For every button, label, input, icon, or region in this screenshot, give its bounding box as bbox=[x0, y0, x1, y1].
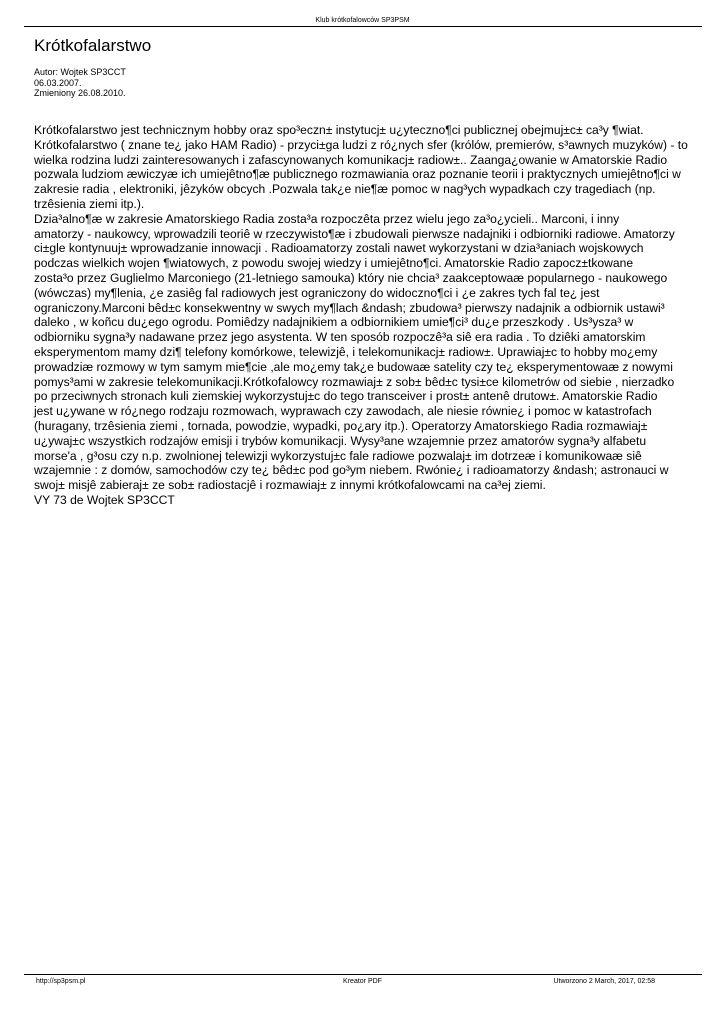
body-text-line: (huragany, trzêsienia ziemi , tornada, powodzie, wypadki, po¿ary itp.). Operatorzy Amatorskiego Radia rozmawiaj± bbox=[34, 418, 648, 433]
body-text-line: ci±gle kontynuuj± wprowadzanie innowacji . Radioamatorzy zostali nawet wykorzystani w dzia³aniach wojskowych bbox=[34, 241, 644, 256]
body-text-line: trzêsienia ziemi itp.). bbox=[34, 196, 145, 211]
body-text-line: daleko , w koñcu du¿ego ogrodu. Pomiêdzy nadajnikiem a odbiornikiem umie¶ci³ du¿e przeszkody . Us³ysza³ w bbox=[34, 315, 634, 330]
body-text-line: morse'a , g³osu czy n.p. zwolnionej telewizji wykorzystuj±c fale radiowe pozwalaj± im dotrzeæ i komunikowaæ siê bbox=[34, 448, 642, 463]
body-text-line: odbiorniku sygna³y nadawane przez jego asystenta. W ten sposób rozpoczê³a siê era radia . To dziêki amatorskim bbox=[34, 330, 646, 345]
page-header-text: Klub krótkofalowców SP3PSM bbox=[315, 17, 410, 24]
body-text-line: pozwala ludziom æwiczyæ ich umiejêtno¶æ publicznego rozmawiania oraz poznanie teorii i praktycznych umiejêtno¶ci w bbox=[34, 167, 681, 182]
body-text-line: zosta³o przez Guglielmo Marconiego (21-letniego samouka) który nie chcia³ zaakceptowaæ popularnego - naukowego bbox=[34, 270, 668, 285]
article-title: Krótkofalarstwo bbox=[34, 36, 152, 55]
body-text-line: jest u¿ywane w ró¿nego rodzaju rozmowach, wyprawach czy zawodach, ale niesie równie¿ i pomoc w katastrofach bbox=[34, 404, 652, 419]
footer-created-date: Utworzono 2 March, 2017, 02:58 bbox=[553, 978, 655, 985]
body-text-line: eksperymentom mamy dzi¶ telefony komórkowe, telewizjê, i telekomunikacj± radiow±. Uprawiaj±c to hobby mo¿emy bbox=[34, 344, 658, 359]
body-text-line: prowadziæ rozmowy w tym samym mie¶cie ,ale mo¿emy tak¿e budowaæ satelity czy te¿ eksperymentowaæ z nowymi bbox=[34, 359, 673, 374]
body-text-line: pomys³ami w zakresie telekomunikacji.Krótkofalowcy rozmawiaj± z sob± bêd±c tysi±ce kilometrów od siebie , nierzadko bbox=[34, 374, 675, 389]
header-divider bbox=[24, 26, 702, 27]
body-text-line: wielka rodzina ludzi zainteresowanych i zafascynowanych komunikacj± radiow±.. Zaanga¿owanie w Amatorskie Radio bbox=[34, 152, 668, 167]
body-text-line: zakresie radia , elektroniki, jêzyków obcych .Pozwala tak¿e nie¶æ pomoc w nag³ych wypadkach czy tragediach (np. bbox=[34, 182, 656, 197]
footer-generator: Kreator PDF bbox=[343, 978, 382, 985]
body-text-line: u¿ywaj±c wszystkich rodzajów emisji i trybów komunikacji. Wysy³ane wzajemnie przez amatorów sygna³y alfabetu bbox=[34, 433, 647, 448]
body-text-line: ograniczony.Marconi bêd±c konsekwentny w swych my¶lach &ndash; zbudowa³ pierwszy nadajnik a odbiornik ustawi³ bbox=[34, 300, 665, 315]
body-text-line: amatorzy - naukowcy, wprowadzili teoriê w rzeczywisto¶æ i zbudowali pierwsze nadajniki i odbiorniki radiowe. Amatorzy bbox=[34, 226, 675, 241]
body-text-line: wzajemnie : z domów, samochodów czy te¿ bêd±c pod go³ym niebem. Rwónie¿ i radioamatorzy &ndash; astronauci w bbox=[34, 463, 669, 478]
body-text-line: podczas wielkich wojen ¶wiatowych, z powodu swojej wiedzy i umiejêtno¶ci. Amatorskie Radio zapocz±tkowane bbox=[34, 256, 634, 271]
page-footer bbox=[0, 977, 725, 987]
body-text-line: Krótkofalarstwo ( znane te¿ jako HAM Radio) - przyci±ga ludzi z ró¿nych sfer (królów, premierów, s³awnych muzyków) - to bbox=[34, 137, 688, 152]
body-text-line: Dzia³alno¶æ w zakresie Amatorskiego Radia zosta³a rozpoczêta przez wielu jego za³o¿ycieli.. Marconi, i inny bbox=[34, 211, 620, 226]
body-text-line: swoj± misjê zabieraj± ze sob± radiostacjê i rozmawiaj± z innymi krótkofalowcami na ca³ej ziemi. bbox=[34, 478, 546, 493]
body-text-line: po przeciwnych stronach kuli ziemskiej wykorzystuj±c do tego transceiver i prost± antenê drutow±. Amatorskie Radio bbox=[34, 389, 658, 404]
footer-url[interactable]: http://sp3psm.pl bbox=[36, 978, 86, 985]
modified-date: Zmieniony 26.08.2010. bbox=[34, 88, 126, 98]
article-meta bbox=[34, 67, 126, 99]
created-date: 06.03.2007. bbox=[34, 77, 82, 88]
author-line: Autor: Wojtek SP3CCT bbox=[34, 67, 126, 77]
footer-divider bbox=[24, 974, 702, 975]
body-text-line: Krótkofalarstwo jest technicznym hobby oraz spo³eczn± instytucj± u¿yteczno¶ci publicznej obejmuj±c± ca³y ¶wiat. bbox=[34, 123, 644, 137]
body-text-line: (wówczas) my¶lenia, ¿e zasiêg fal radiowych jest ograniczony do widoczno¶ci i ¿e zakres tych fal te¿ jest bbox=[34, 285, 600, 300]
article-body bbox=[34, 123, 706, 508]
body-text-line: VY 73 de Wojtek SP3CCT bbox=[34, 492, 175, 507]
